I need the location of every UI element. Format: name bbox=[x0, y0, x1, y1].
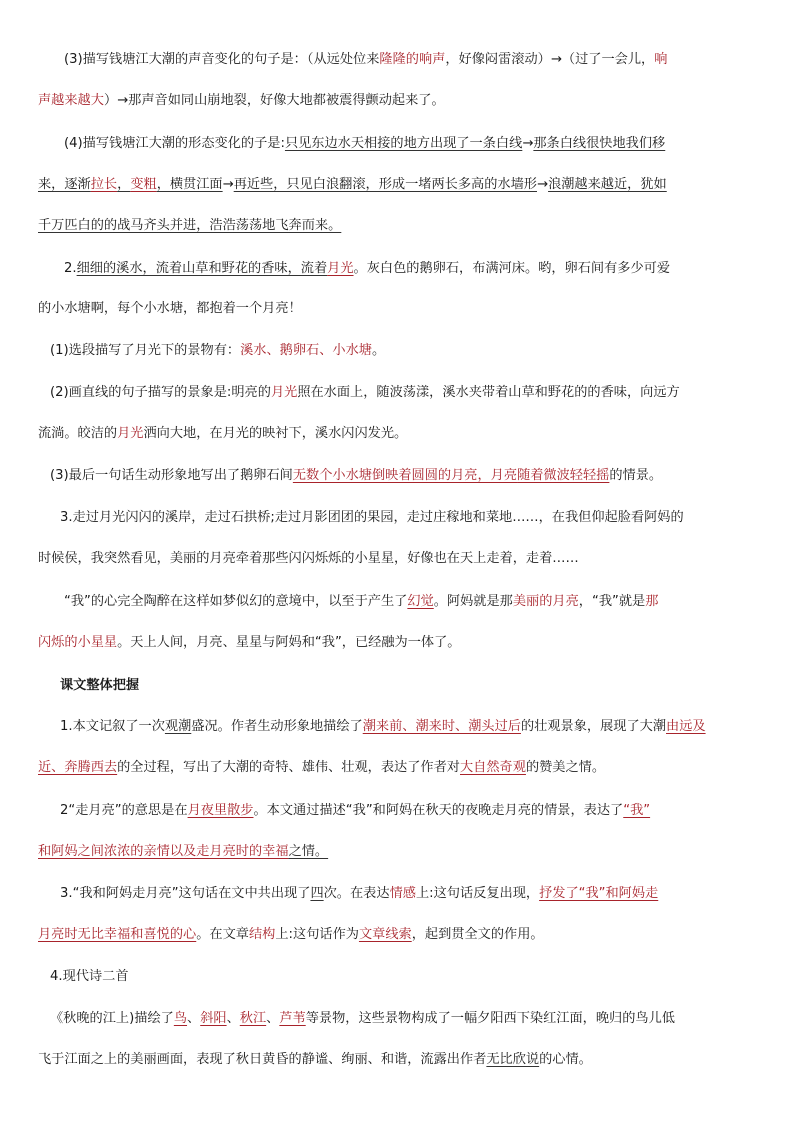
underlined-text: 观潮 bbox=[164, 719, 192, 734]
summary-2-line-1: 2“走月亮”的意思是在月夜里散步。本文通过描述“我”和阿妈在秋天的夜晚走月亮的情景，表达了“我” bbox=[60, 803, 651, 818]
underlined-text: 四 bbox=[310, 886, 324, 901]
summary-3-line-2: 月亮时无比幸福和喜悦的心。在文章结构上:这句话作为文章线索，起到贯全文的作用。 bbox=[38, 927, 544, 942]
question-3: (3)最后一句话生动形象地写出了鹅卵石间无数个小水塘倒映着圆圆的月亮，月亮随着微波轻轻摇的情景。 bbox=[50, 468, 663, 483]
answer-text: 美丽的月亮 bbox=[512, 594, 579, 609]
answer-text: 秋江 bbox=[239, 1011, 267, 1026]
poem-line-2: 飞于江面之上的美丽画面，表现了秋日黄昏的静谧、绚丽、和谐，流露出作者无比欣说的心情。 bbox=[38, 1052, 592, 1067]
answer-text: 幻觉 bbox=[407, 594, 434, 609]
answer-text: 芦苇 bbox=[279, 1011, 306, 1026]
answer-text: 大自然奇观 bbox=[460, 760, 526, 775]
answer-text: 斜阳 bbox=[200, 1011, 227, 1026]
answer-text: 潮来前、潮来时、潮头过后 bbox=[362, 719, 521, 734]
para-2-line-2: 的小水塘啊，每个小水塘，都抱着一个月亮！ bbox=[38, 301, 302, 316]
answer-text: 月夜里散步 bbox=[187, 803, 254, 818]
para-3-line-2: 声越来越大）→那声音如同山崩地裂，好像大地都被震得颤动起来了。 bbox=[38, 93, 445, 108]
answer-text: “我” bbox=[623, 803, 651, 818]
answer-text: 那 bbox=[645, 594, 659, 609]
section-heading: 课文整体把握 bbox=[60, 678, 140, 693]
answer-text: 声越来越大 bbox=[38, 93, 104, 108]
answer-text: 变粗 bbox=[130, 177, 157, 192]
para-3-text-line-2: 时候侯，我突然看见，美丽的月亮牵着那些闪闪烁烁的小星星，好像也在天上走着，走着…… bbox=[38, 551, 579, 566]
answer-text: 月光 bbox=[117, 426, 144, 441]
underlined-text: 那条白线很快地我们移 bbox=[533, 136, 666, 151]
poem-section-heading: 4.现代诗二首 bbox=[50, 969, 129, 984]
answer-text: 月光 bbox=[327, 261, 354, 276]
answer-text: 响 bbox=[654, 52, 668, 67]
answer-text: 闪烁的小星星 bbox=[38, 635, 118, 650]
underlined-text: 只见东边水天相接的地方出现了一条白线 bbox=[284, 136, 523, 151]
answer-text: 和阿妈之间浓浓的亲情以及走月亮时的幸福 bbox=[38, 844, 289, 859]
answer-text: 拉长 bbox=[90, 177, 118, 192]
answer-text: 结构 bbox=[249, 927, 276, 942]
para-4-line-2: 来，逐渐拉长，变粗，横贯江面→再近些，只见白浪翻滚，形成一堵两长多高的水墙形→浪潮越来越近，犹如 bbox=[38, 177, 667, 192]
answer-text: 近、奔腾西去 bbox=[38, 760, 118, 775]
para-4-line-3 bbox=[38, 216, 762, 236]
summary-2-line-2: 和阿妈之间浓浓的亲情以及走月亮时的幸福之情。 bbox=[38, 844, 329, 859]
para-3-line-1: (3)描写钱塘江大潮的声音变化的句子是：（从远处位来隆隆的响声，好像闷雷滚动）→（过了一会儿，响 bbox=[64, 52, 668, 67]
question-2-line-1: (2)画直线的句子描写的景象是:明亮的月光照在水面上，随波荡漾，溪水夹带着山草和野花的的香味，向远方 bbox=[50, 385, 680, 400]
question-2-line-2: 流淌。皎洁的月光洒向大地，在月光的映衬下，溪水闪闪发光。 bbox=[38, 426, 408, 441]
answer-text: 隆隆的响声 bbox=[379, 52, 446, 67]
answer-text: 文章线索 bbox=[358, 927, 412, 942]
answer-text: 情感 bbox=[389, 886, 416, 901]
summary-1-line-2: 近、奔腾西去的全过程，写出了大潮的奇特、雄伟、壮观，表达了作者对大自然奇观的赞美之情。 bbox=[38, 760, 606, 775]
answer-text: 溪水、鹅卵石、小水塘 bbox=[240, 343, 372, 358]
para-me-line-1: “我”的心完全陶醉在这样如梦似幻的意境中，以至于产生了幻觉。阿妈就是那美丽的月亮，“我”就是那 bbox=[64, 594, 659, 609]
para-4-line-1: (4)描写钱塘江大潮的形态变化的子是:只见东边水天相接的地方出现了一条白线→那条白线很快地我们移 bbox=[64, 136, 666, 151]
answer-text: 随着微波轻轻摇 bbox=[517, 468, 610, 483]
answer-text: 无数个小水塘倒映着圆圆的月亮，月亮 bbox=[292, 468, 518, 483]
summary-1-line-1: 1.本文记叙了一次观潮盛况。作者生动形象地描绘了潮来前、潮来时、潮头过后的壮观景象，展现了大潮由远及 bbox=[60, 719, 706, 734]
para-2-line-1: 2.细细的溪水，流着山草和野花的香味，流着月光。灰白色的鹅卵石，布满河床。哟，卵石间有多少可爱 bbox=[64, 261, 671, 276]
poem-line-1: 《秋晚的江上)描绘了鸟、斜阳、秋江、芦苇等景物，这些景物构成了一幅夕阳西下染红江面，晚归的鸟儿低 bbox=[50, 1011, 675, 1026]
answer-text: 月光 bbox=[270, 385, 298, 400]
question-1: (1)选段描写了月光下的景物有：溪水、鹅卵石、小水塘。 bbox=[50, 343, 386, 358]
answer-text: 鸟 bbox=[173, 1011, 188, 1026]
answer-text: 由远及 bbox=[666, 719, 706, 734]
para-me-line-2: 闪烁的小星星。天上人间，月亮、星星与阿妈和“我”，已经融为一体了。 bbox=[38, 635, 461, 650]
summary-3-line-1: 3.“我和阿妈走月亮”这句话在文中共出现了四次。在表达情感上:这句话反复出现，抒发了“我”和阿妈走 bbox=[60, 886, 659, 901]
underlined-text: 千万匹白的的战马齐头并进，浩浩荡荡地飞奔而来。 bbox=[38, 218, 342, 233]
underlined-text: 无比欣说 bbox=[486, 1052, 540, 1067]
answer-text: 月亮时无比幸福和喜悦的心 bbox=[38, 927, 197, 942]
answer-text: 抒发了“我”和阿妈走 bbox=[539, 886, 659, 901]
underlined-text: 细细的溪水，流着山草和野花的香味，流着 bbox=[76, 261, 328, 276]
para-3-text-line-1: 3.走过月光闪闪的溪岸，走过石拱桥;走过月影团团的果园，走过庄稼地和菜地……，在我但仰起脸看阿妈的 bbox=[60, 510, 684, 525]
